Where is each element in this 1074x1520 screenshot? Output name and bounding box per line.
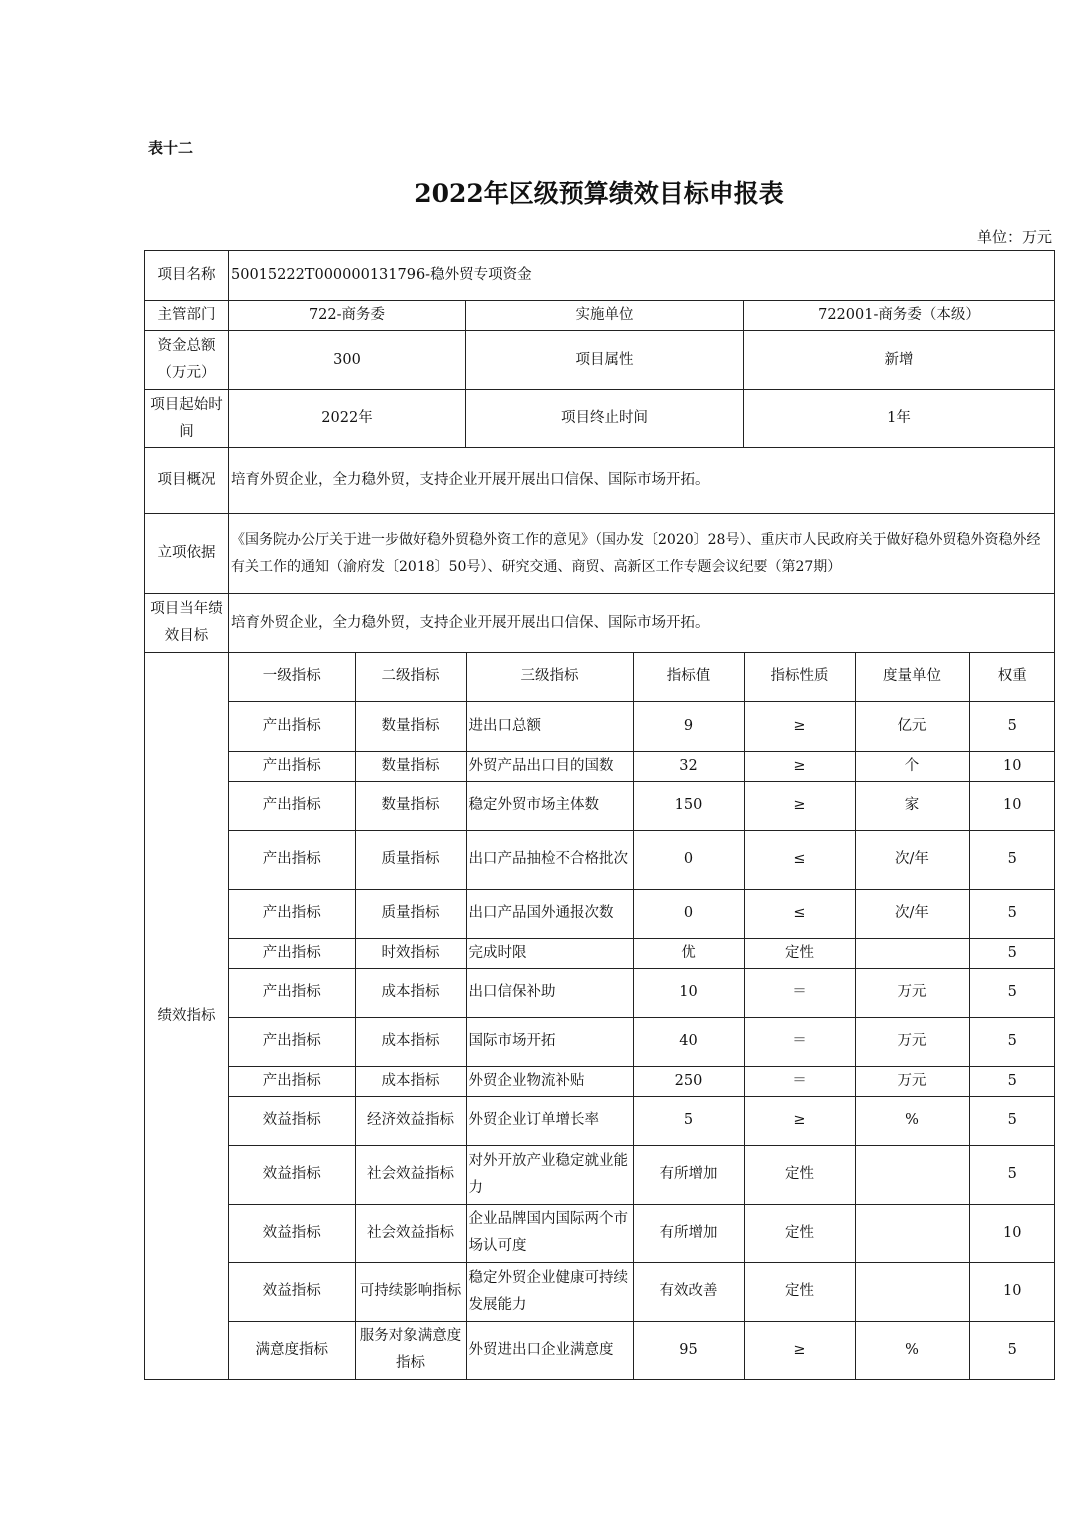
indicators-label: 绩效指标 <box>145 653 229 1380</box>
indicator-value: 有所增加 <box>633 1145 744 1204</box>
indicator-nature: 定性 <box>744 1262 855 1321</box>
indicator-level3: 外贸进出口企业满意度 <box>466 1321 633 1379</box>
indicator-level1: 产出指标 <box>229 1066 355 1096</box>
indicator-weight: 5 <box>969 1145 1055 1204</box>
indicators-cell <box>229 653 1055 1380</box>
indicator-unit: % <box>855 1096 969 1145</box>
indicator-level3: 外贸产品出口目的国数 <box>466 751 633 781</box>
indicator-nature: ＝ <box>744 968 855 1017</box>
indicator-value: 10 <box>633 968 744 1017</box>
indicator-unit <box>855 1262 969 1321</box>
indicator-row <box>229 1096 1055 1145</box>
indicator-level1: 产出指标 <box>229 968 355 1017</box>
indicator-unit: % <box>855 1321 969 1379</box>
indicator-level2: 数量指标 <box>355 751 466 781</box>
indicator-level3: 外贸企业订单增长率 <box>466 1096 633 1145</box>
header-level2: 二级指标 <box>355 653 466 701</box>
indicator-value: 有所增加 <box>633 1204 744 1262</box>
indicator-row <box>229 830 1055 889</box>
indicator-unit: 万元 <box>855 968 969 1017</box>
indicator-row <box>229 889 1055 938</box>
indicator-nature: ≥ <box>744 1096 855 1145</box>
indicator-weight: 5 <box>969 830 1055 889</box>
performance-target-table <box>144 250 1055 1380</box>
indicator-weight: 5 <box>969 938 1055 968</box>
indicator-nature: ≥ <box>744 781 855 830</box>
annual-goal-value: 培育外贸企业，全力稳外贸，支持企业开展开展出口信保、国际市场开拓。 <box>229 594 1055 653</box>
indicator-unit: 次/年 <box>855 889 969 938</box>
indicator-unit: 个 <box>855 751 969 781</box>
indicator-unit <box>855 1204 969 1262</box>
indicator-value: 5 <box>633 1096 744 1145</box>
indicator-level1: 产出指标 <box>229 781 355 830</box>
indicator-row <box>229 1145 1055 1204</box>
indicator-level1: 产出指标 <box>229 938 355 968</box>
table-number: 表十二 <box>148 139 194 157</box>
overview-label: 项目概况 <box>145 448 229 514</box>
indicator-level3: 外贸企业物流补贴 <box>466 1066 633 1096</box>
indicator-level2: 时效指标 <box>355 938 466 968</box>
indicator-level3: 对外开放产业稳定就业能力 <box>466 1145 633 1204</box>
indicator-unit <box>855 938 969 968</box>
indicator-level1: 产出指标 <box>229 1017 355 1066</box>
annual-goal-label: 项目当年绩效目标 <box>145 594 229 653</box>
indicator-weight: 5 <box>969 889 1055 938</box>
indicator-nature: 定性 <box>744 1204 855 1262</box>
indicator-row <box>229 938 1055 968</box>
indicator-unit: 亿元 <box>855 701 969 751</box>
fund-total-label: 资金总额（万元） <box>145 331 229 390</box>
row-period <box>145 390 1055 448</box>
row-annual-goal <box>145 594 1055 653</box>
indicator-level2: 数量指标 <box>355 781 466 830</box>
indicator-row <box>229 751 1055 781</box>
indicator-row <box>229 1262 1055 1321</box>
indicators-table <box>229 653 1055 1379</box>
indicator-weight: 5 <box>969 1066 1055 1096</box>
indicator-value: 优 <box>633 938 744 968</box>
indicator-level1: 产出指标 <box>229 889 355 938</box>
indicator-level1: 效益指标 <box>229 1145 355 1204</box>
indicator-level2: 成本指标 <box>355 968 466 1017</box>
header-value: 指标值 <box>633 653 744 701</box>
row-fund <box>145 331 1055 390</box>
row-indicators <box>145 653 1055 1380</box>
indicator-level3: 出口产品国外通报次数 <box>466 889 633 938</box>
fund-total-value: 300 <box>229 331 466 390</box>
indicator-level3: 企业品牌国内国际两个市场认可度 <box>466 1204 633 1262</box>
row-department <box>145 301 1055 331</box>
document-title: 2022年区级预算绩效目标申报表 <box>414 179 784 208</box>
indicator-nature: ＝ <box>744 1017 855 1066</box>
indicator-nature: 定性 <box>744 1145 855 1204</box>
project-attribute-label: 项目属性 <box>466 331 744 390</box>
indicator-value: 32 <box>633 751 744 781</box>
row-basis <box>145 514 1055 594</box>
header-nature: 指标性质 <box>744 653 855 701</box>
basis-label: 立项依据 <box>145 514 229 594</box>
indicator-value: 0 <box>633 830 744 889</box>
indicator-level3: 完成时限 <box>466 938 633 968</box>
project-attribute-value: 新增 <box>744 331 1055 390</box>
indicator-nature: ≥ <box>744 701 855 751</box>
indicator-row <box>229 1321 1055 1379</box>
indicator-level3: 进出口总额 <box>466 701 633 751</box>
header-level1: 一级指标 <box>229 653 355 701</box>
header-level3: 三级指标 <box>466 653 633 701</box>
indicator-nature: ＝ <box>744 1066 855 1096</box>
end-time-label: 项目终止时间 <box>466 390 744 448</box>
header-unit: 度量单位 <box>855 653 969 701</box>
indicator-level2: 成本指标 <box>355 1017 466 1066</box>
indicator-weight: 10 <box>969 1204 1055 1262</box>
indicator-level2: 可持续影响指标 <box>355 1262 466 1321</box>
end-time-value: 1年 <box>744 390 1055 448</box>
indicator-value: 250 <box>633 1066 744 1096</box>
basis-value: 《国务院办公厅关于进一步做好稳外贸稳外资工作的意见》（国办发〔2020〕28号）、重庆市人民政府关于做好稳外贸稳外资稳外经有关工作的通知（渝府发〔2018〕50号）、研究交通、商贸、高新区工作专题会议纪要（第27期） <box>229 514 1055 594</box>
indicator-weight: 10 <box>969 751 1055 781</box>
indicator-level2: 社会效益指标 <box>355 1204 466 1262</box>
implementing-unit-label: 实施单位 <box>466 301 744 331</box>
project-name-value: 50015222T000000131796-稳外贸专项资金 <box>229 251 1055 301</box>
project-name-label: 项目名称 <box>145 251 229 301</box>
indicator-level3: 稳定外贸市场主体数 <box>466 781 633 830</box>
department-label: 主管部门 <box>145 301 229 331</box>
indicator-level2: 社会效益指标 <box>355 1145 466 1204</box>
start-time-value: 2022年 <box>229 390 466 448</box>
indicator-nature: ≤ <box>744 889 855 938</box>
indicator-level3: 出口产品抽检不合格批次 <box>466 830 633 889</box>
indicator-nature: 定性 <box>744 938 855 968</box>
indicator-unit <box>855 1145 969 1204</box>
indicator-level1: 产出指标 <box>229 701 355 751</box>
indicator-row <box>229 1204 1055 1262</box>
start-time-label: 项目起始时间 <box>145 390 229 448</box>
row-overview <box>145 448 1055 514</box>
indicator-unit: 万元 <box>855 1066 969 1096</box>
indicator-level2: 质量指标 <box>355 830 466 889</box>
header-weight: 权重 <box>969 653 1055 701</box>
indicator-level1: 效益指标 <box>229 1204 355 1262</box>
indicator-level3: 出口信保补助 <box>466 968 633 1017</box>
indicator-unit: 万元 <box>855 1017 969 1066</box>
indicator-level1: 产出指标 <box>229 830 355 889</box>
indicator-row <box>229 781 1055 830</box>
indicator-level1: 效益指标 <box>229 1262 355 1321</box>
indicator-level3: 稳定外贸企业健康可持续发展能力 <box>466 1262 633 1321</box>
department-value: 722-商务委 <box>229 301 466 331</box>
indicator-value: 40 <box>633 1017 744 1066</box>
indicator-level1: 产出指标 <box>229 751 355 781</box>
indicator-value: 95 <box>633 1321 744 1379</box>
indicator-weight: 5 <box>969 1321 1055 1379</box>
unit-label: 单位：万元 <box>976 228 1052 246</box>
indicators-header-row <box>229 653 1055 701</box>
indicator-level2: 成本指标 <box>355 1066 466 1096</box>
row-project-name <box>145 251 1055 301</box>
indicator-value: 150 <box>633 781 744 830</box>
indicator-row <box>229 968 1055 1017</box>
indicator-value: 0 <box>633 889 744 938</box>
indicator-nature: ≥ <box>744 751 855 781</box>
indicator-weight: 5 <box>969 1096 1055 1145</box>
implementing-unit-value: 722001-商务委（本级） <box>744 301 1055 331</box>
indicator-level1: 满意度指标 <box>229 1321 355 1379</box>
indicator-value: 9 <box>633 701 744 751</box>
indicator-nature: ≤ <box>744 830 855 889</box>
indicator-row <box>229 1066 1055 1096</box>
indicator-level3: 国际市场开拓 <box>466 1017 633 1066</box>
indicator-unit: 次/年 <box>855 830 969 889</box>
overview-value: 培育外贸企业，全力稳外贸，支持企业开展开展出口信保、国际市场开拓。 <box>229 448 1055 514</box>
indicator-level2: 质量指标 <box>355 889 466 938</box>
indicator-level2: 服务对象满意度指标 <box>355 1321 466 1379</box>
indicator-value: 有效改善 <box>633 1262 744 1321</box>
indicator-weight: 5 <box>969 968 1055 1017</box>
indicator-level2: 数量指标 <box>355 701 466 751</box>
indicator-level1: 效益指标 <box>229 1096 355 1145</box>
indicator-unit: 家 <box>855 781 969 830</box>
indicator-level2: 经济效益指标 <box>355 1096 466 1145</box>
indicator-row <box>229 1017 1055 1066</box>
indicator-weight: 5 <box>969 701 1055 751</box>
indicator-weight: 5 <box>969 1017 1055 1066</box>
indicator-weight: 10 <box>969 781 1055 830</box>
indicator-weight: 10 <box>969 1262 1055 1321</box>
indicator-row <box>229 701 1055 751</box>
indicator-nature: ≥ <box>744 1321 855 1379</box>
